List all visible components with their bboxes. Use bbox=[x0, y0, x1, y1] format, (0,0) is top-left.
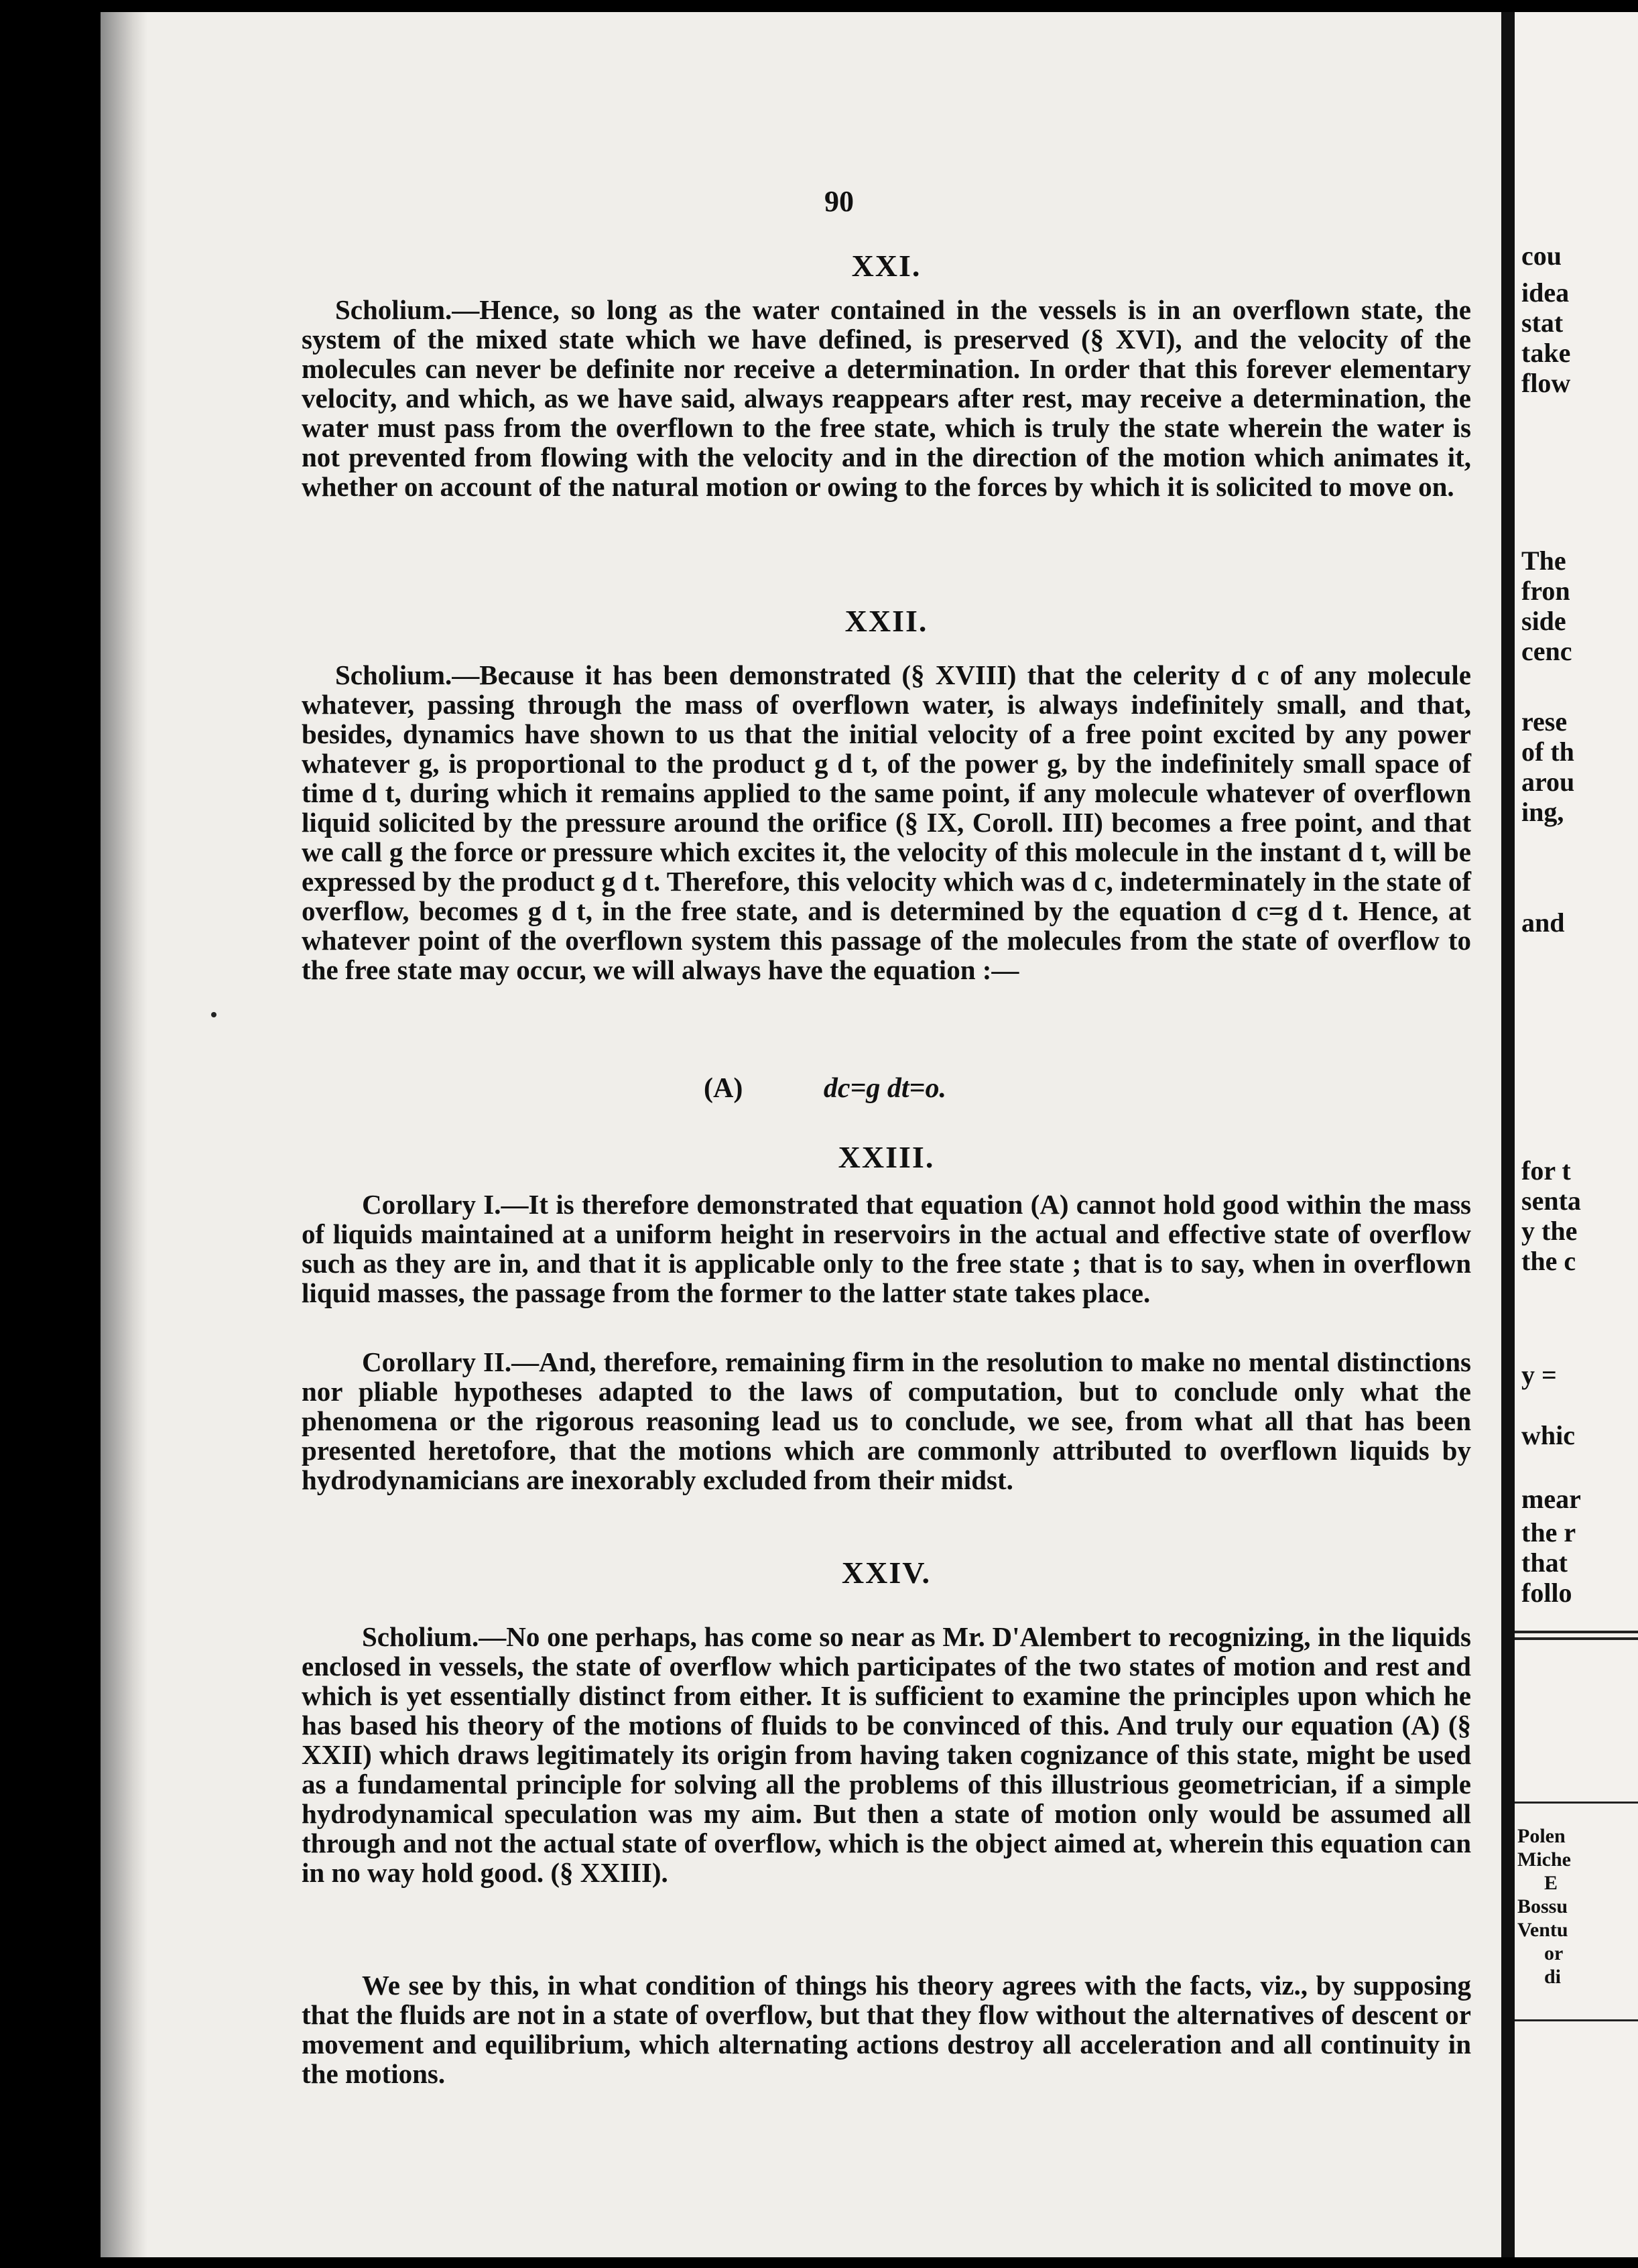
adjacent-fragment: ing, bbox=[1521, 797, 1564, 827]
footnote-rule bbox=[1515, 1802, 1638, 1804]
footnote-fragment: Polen bbox=[1517, 1825, 1566, 1847]
adjacent-fragment: and bbox=[1521, 907, 1565, 938]
paragraph-dalembert-theory: We see by this, in what condition of things his theory agrees with the facts, viz., by supposing that the fluids are not in a state of overflow, but that they flow without the alternatives of descent or movement and equilibrium, which alternating actions destroy all acceleration and all continuity in the motions. bbox=[302, 1970, 1471, 2089]
adjacent-fragment: cou bbox=[1521, 241, 1562, 271]
adjacent-page bbox=[1515, 12, 1638, 2257]
adjacent-fragment: rese bbox=[1521, 706, 1568, 737]
equation-a bbox=[704, 1072, 946, 1105]
adjacent-fragment: stat bbox=[1521, 308, 1564, 338]
footnote-fragment: di bbox=[1544, 1966, 1562, 1988]
adjacent-fragment: arou bbox=[1521, 767, 1575, 797]
footnote-fragment: Ventu bbox=[1517, 1919, 1568, 1941]
section-heading-xxiii: XXIII. bbox=[838, 1140, 935, 1174]
paragraph-scholium-xxii: Scholium.—Because it has been demonstrated (§ XVIII) that the celerity d c of any molecule whatever, passing through the mass of overflown water, is always indefinitely small, and that, besides, dynamics have shown to us that the initial velocity of a free point excited by any power whatever g, is proportional to the product g d t, of the power g, by the indefinitely small space of time d t, during which it remains applied to the same point, if any molecule whatever of overflown liquid solicited by the pressure around the orifice (§ IX, Coroll. III) becomes a free point, and that we call g the force or pressure which excites it, the velocity of this molecule in the instant d t, will be expressed by the product g d t. Therefore, this velocity which was d c, indeterminately in the state of overflow, becomes g d t, in the free state, and is determined by the equation d c=g d t. Hence, at whatever point of the overflown system this passage of the molecules from the state of overflow to the free state may occur, we will always have the equation :— bbox=[302, 659, 1471, 985]
adjacent-fragment: whic bbox=[1521, 1420, 1575, 1450]
adjacent-fragment: the c bbox=[1521, 1246, 1576, 1276]
paragraph-corollary-2: Corollary II.—And, therefore, remaining firm in the resolution to make no mental distinctions nor pliable hypotheses adapted to the laws of computation, but to conclude only what the phenomena or the rigorous reasoning lead us to conclude, we see, from what all that has been presented heretofore, that the motions which are commonly attributed to overflown liquids by hydrodynamicians are inexorably excluded from their midst. bbox=[302, 1346, 1471, 1495]
paragraph-corollary-1: Corollary I.—It is therefore demonstrated that equation (A) cannot hold good within the mass of liquids maintained at a uniform height in reservoirs in the actual and effective state of overflow such as they are in, and that it is applicable only to the free state ; that is to say, when in overflown liquid masses, the passage from the former to the latter state takes place. bbox=[302, 1189, 1471, 1308]
footnote-bottom-rule bbox=[1515, 2019, 1638, 2021]
adjacent-fragment: take bbox=[1521, 338, 1571, 368]
section-heading-xxii: XXII. bbox=[844, 604, 928, 638]
adjacent-fragment: of th bbox=[1521, 737, 1574, 767]
section-heading-xxi: XXI. bbox=[851, 249, 922, 283]
adjacent-fragment: mear bbox=[1521, 1484, 1581, 1514]
paragraph-scholium-xxi: Scholium.—Hence, so long as the water contained in the vessels is in an overflown state, the system of the mixed state which we have defined, is preserved (§ XVI), and the velocity of the molecules can never be definite nor receive a determination. In order that this forever elementary velocity, and which, as we have said, always reappears after rest, may receive a determination, the water must pass from the overflown to the free state, which is truly the state wherein the water is not prevented from flowing with the velocity and in the direction of the motion which animates it, whether on account of the natural motion or owing to the forces by which it is solicited to move on. bbox=[302, 294, 1471, 502]
double-rule bbox=[1515, 1637, 1638, 1640]
page-fold bbox=[1501, 12, 1515, 2257]
equation-expression: dc=g dt=o. bbox=[823, 1073, 946, 1104]
adjacent-fragment: for t bbox=[1521, 1155, 1571, 1186]
adjacent-fragment: cenc bbox=[1521, 636, 1572, 666]
footnote-fragment: Bossu bbox=[1517, 1895, 1568, 1917]
adjacent-fragment: flow bbox=[1521, 368, 1571, 398]
adjacent-fragment: The bbox=[1521, 546, 1566, 576]
adjacent-fragment: that bbox=[1521, 1548, 1568, 1578]
double-rule bbox=[1515, 1631, 1638, 1633]
ink-dot bbox=[211, 1012, 216, 1017]
adjacent-fragment: side bbox=[1521, 606, 1566, 636]
page-gutter-shadow bbox=[101, 12, 147, 2257]
adjacent-fragment: fron bbox=[1521, 576, 1570, 606]
adjacent-fragment: the r bbox=[1521, 1517, 1576, 1548]
paragraph-scholium-xxiv: Scholium.—No one perhaps, has come so near as Mr. D'Alembert to recognizing, in the liquids enclosed in vessels, the state of overflow which participates of the two states of motion and rest and which is yet essentially distinct from either. It is sufficient to examine the principles upon which he has based his theory of the motions of fluids to be convinced of this. And truly our equation (A) (§ XXII) which draws legitimately its origin from having taken cognizance of this state, might be used as a fundamental principle for solving all the problems of this illustrious geometrician, if a simple hydrodynamical speculation was my aim. But then a state of motion only would be assumed all through and not the actual state of overflow, which is the object aimed at, wherein this equation can in no way hold good. (§ XXIII). bbox=[302, 1621, 1471, 1888]
adjacent-fragment: follo bbox=[1521, 1578, 1572, 1608]
footnote-fragment: or bbox=[1544, 1942, 1564, 1964]
footnote-fragment: E bbox=[1544, 1872, 1558, 1894]
adjacent-fragment: idea bbox=[1521, 277, 1570, 308]
page-number: 90 bbox=[824, 185, 854, 218]
adjacent-fragment: y = bbox=[1521, 1360, 1557, 1390]
adjacent-fragment: y the bbox=[1521, 1216, 1578, 1246]
equation-label: (A) bbox=[704, 1073, 743, 1104]
footnote-fragment: Miche bbox=[1517, 1848, 1571, 1871]
section-heading-xxiv: XXIV. bbox=[841, 1556, 932, 1590]
adjacent-fragment: senta bbox=[1521, 1186, 1581, 1216]
